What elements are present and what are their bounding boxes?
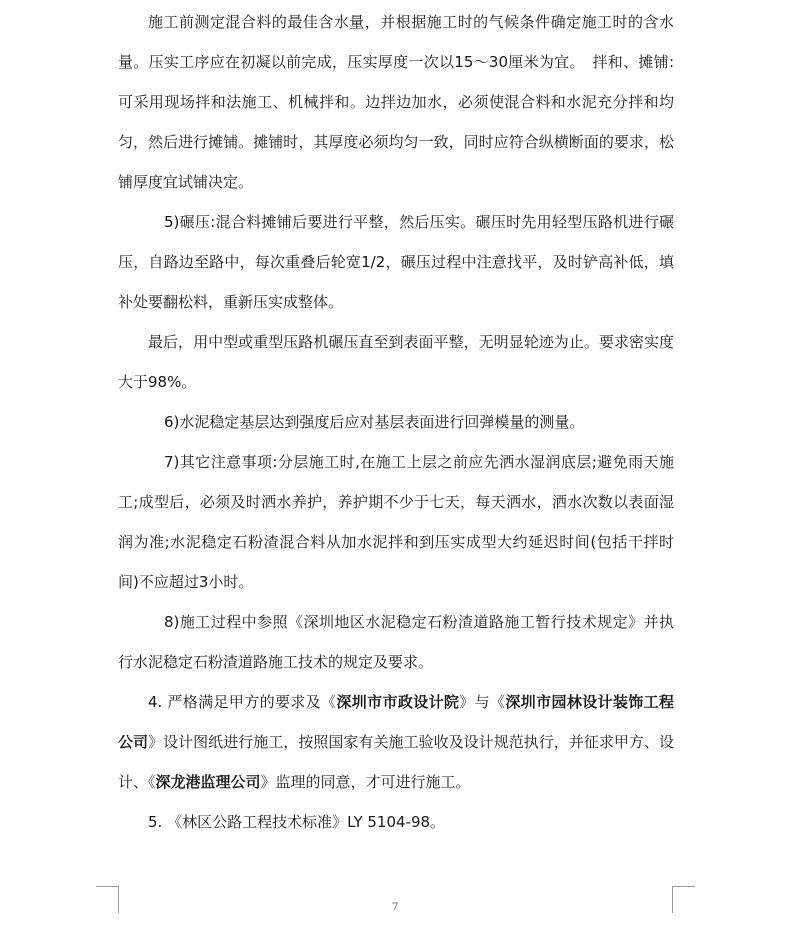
item4-org-municipal-design: 深圳市市政设计院 bbox=[336, 693, 460, 711]
item4-org-supervision: 深龙港监理公司 bbox=[155, 773, 261, 791]
crop-mark-right bbox=[672, 886, 695, 913]
paragraph-item-4 bbox=[118, 682, 674, 802]
paragraph-regulations: 8)施工过程中参照《深圳地区水泥稳定石粉渣道路施工暂行技术规定》并执行水泥稳定石粉渣道路施工技术的规定及要求。 bbox=[118, 613, 674, 671]
paragraph-rebound-modulus: 6)水泥稳定基层达到强度后应对基层表面进行回弹模量的测量。 bbox=[164, 413, 585, 431]
item4-text-a: 4. 严格满足甲方的要求及《 bbox=[148, 693, 337, 711]
item4-text-c: 》与《 bbox=[459, 693, 506, 711]
item4-text-e: 》设计图纸进行施工，按照国家有关施工验收及设计规范执行，并征求甲方、设计、《 bbox=[118, 733, 674, 791]
item4-text-g: 》监理的同意，才可进行施工。 bbox=[260, 773, 471, 791]
paragraph-precautions: 7)其它注意事项:分层施工时,在施工上层之前应先洒水湿润底层;避免雨天施工;成型后，必须及时洒水养护，养护期不少于七天，每天洒水，洒水次数以表面湿润为准;水泥稳定石粉渣混合料从加水泥拌和到压实成型大约延迟时间(包括干拌时间)不应超过3小时。 bbox=[118, 453, 674, 591]
paragraph-mixing-paving: 施工前测定混合料的最佳含水量，并根据施工时的气候条件确定施工时的含水量。压实工序应在初凝以前完成，压实厚度一次以15～30厘米为宜。 拌和、摊铺:可采用现场拌和法施工、机械拌和。边拌边加水，必须使混合料和水泥充分拌和均匀，然后进行摊铺。摊铺时，其厚度必须均匀一致，同时应符合纵横断面的要求，松铺厚度宜试铺决定。 bbox=[118, 13, 674, 191]
page-number: 7 bbox=[391, 902, 399, 913]
item4-org-landscape-company: 深圳市园林设计装饰工程公司 bbox=[118, 693, 674, 751]
crop-mark-left bbox=[96, 886, 119, 913]
paragraph-item-5: 5. 《林区公路工程技术标准》LY 5104-98。 bbox=[148, 813, 446, 831]
paragraph-final-compaction: 最后，用中型或重型压路机碾压直至到表面平整，无明显轮迹为止。要求密实度大于98%。 bbox=[118, 333, 674, 391]
paragraph-compaction: 5)碾压:混合料摊铺后要进行平整，然后压实。碾压时先用轻型压路机进行碾压，自路边至路中，每次重叠后轮宽1/2，碾压过程中注意找平，及时铲高补低，填补处要翻松料，重新压实成整体。 bbox=[118, 213, 674, 311]
